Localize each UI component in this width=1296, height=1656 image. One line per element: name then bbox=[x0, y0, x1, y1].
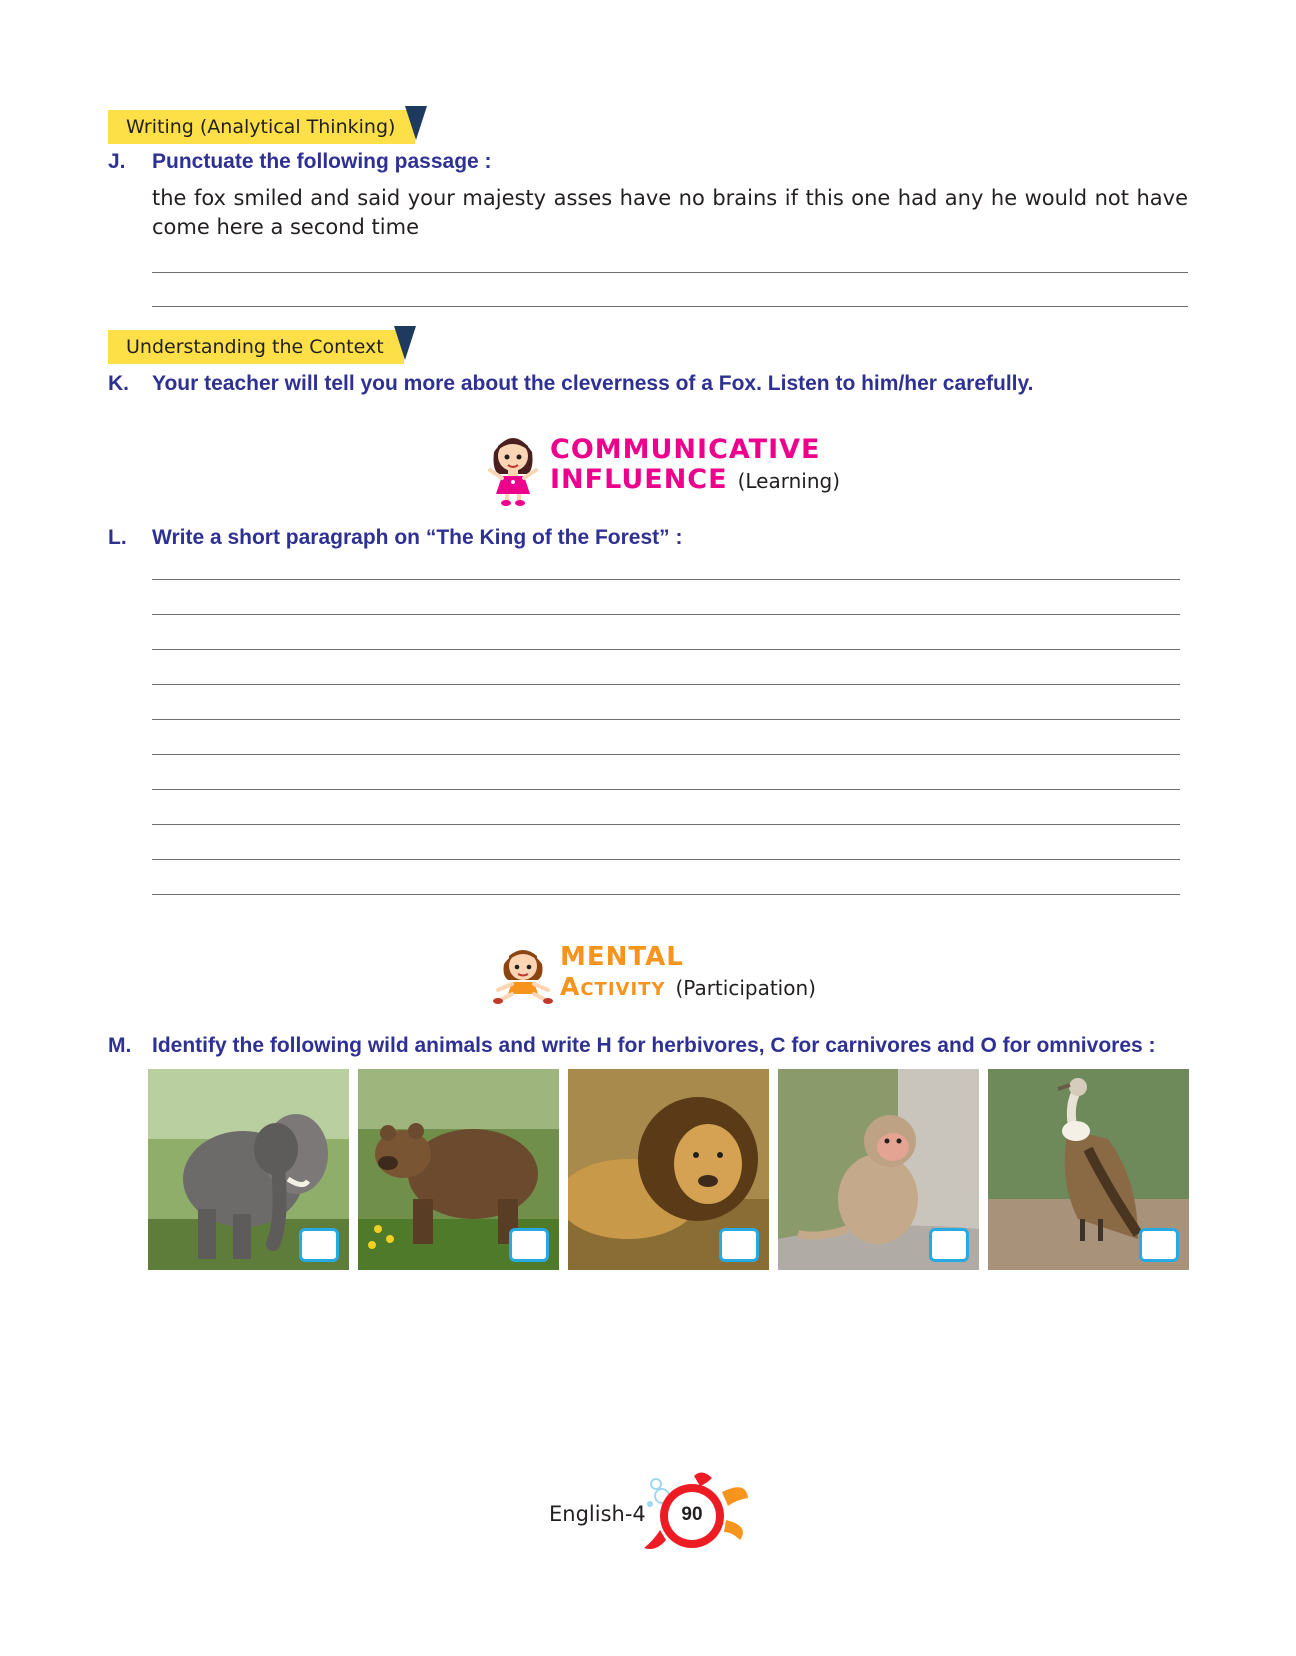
answer-box[interactable] bbox=[299, 1228, 339, 1262]
question-m-text: Identify the following wild animals and write H for herbivores, C for carnivores and O for omnivores : bbox=[152, 1034, 1156, 1057]
monkey-photo bbox=[778, 1069, 979, 1270]
bear-photo bbox=[358, 1069, 559, 1270]
passage-text: the fox smiled and said your majesty asses have no brains if this one had any he would not have come here a second time bbox=[152, 186, 1188, 239]
question-k-text: Your teacher will tell you more about the cleverness of a Fox. Listen to him/her carefully. bbox=[152, 372, 1034, 395]
animal-photo-row bbox=[148, 1069, 1189, 1270]
question-letter-k: K. bbox=[108, 372, 129, 395]
elephant-photo bbox=[148, 1069, 349, 1270]
section-tag-label: Understanding the Context bbox=[126, 336, 384, 358]
participation-subtitle: (Participation) bbox=[675, 976, 816, 1000]
lion-photo bbox=[568, 1069, 769, 1270]
girl-mascot-icon bbox=[484, 424, 542, 506]
answer-box[interactable] bbox=[1139, 1228, 1179, 1262]
section-tag-label: Writing (Analytical Thinking) bbox=[126, 116, 396, 138]
page-number: 90 bbox=[681, 1504, 703, 1525]
section-tag-writing bbox=[108, 110, 415, 144]
mental-activity-header bbox=[492, 940, 816, 1004]
answer-line[interactable] bbox=[152, 614, 1180, 615]
influence-title: INFLUENCE bbox=[550, 464, 728, 495]
answer-line[interactable] bbox=[152, 306, 1188, 307]
section-tag-context bbox=[108, 330, 404, 364]
answer-box[interactable] bbox=[719, 1228, 759, 1262]
question-letter-j: J. bbox=[108, 150, 126, 173]
answer-line[interactable] bbox=[152, 579, 1180, 580]
tag-flag-icon bbox=[405, 106, 427, 140]
question-letter-l: L. bbox=[108, 526, 127, 549]
tag-flag-icon bbox=[394, 326, 416, 360]
answer-line[interactable] bbox=[152, 719, 1180, 720]
vulture-photo bbox=[988, 1069, 1189, 1270]
answer-line[interactable] bbox=[152, 789, 1180, 790]
answer-box[interactable] bbox=[509, 1228, 549, 1262]
question-l-text: Write a short paragraph on “The King of the Forest” : bbox=[152, 526, 683, 549]
answer-line[interactable] bbox=[152, 684, 1180, 685]
answer-line[interactable] bbox=[152, 272, 1188, 273]
answer-line[interactable] bbox=[152, 649, 1180, 650]
answer-line[interactable] bbox=[152, 754, 1180, 755]
answer-line[interactable] bbox=[152, 894, 1180, 895]
girl-sitting-mascot-icon bbox=[492, 940, 554, 1004]
learning-subtitle: (Learning) bbox=[737, 469, 840, 493]
answer-line[interactable] bbox=[152, 859, 1180, 860]
communicative-influence-header bbox=[484, 424, 840, 506]
answer-line[interactable] bbox=[152, 824, 1180, 825]
answer-box[interactable] bbox=[929, 1228, 969, 1262]
activity-title: Activity bbox=[560, 972, 666, 1001]
question-j-text: Punctuate the following passage : bbox=[152, 150, 492, 173]
communicative-title: COMMUNICATIVE bbox=[550, 434, 821, 465]
question-letter-m: M. bbox=[108, 1034, 132, 1057]
mental-title: MENTAL bbox=[560, 942, 684, 972]
footer-book-title: English-4 bbox=[549, 1502, 646, 1526]
